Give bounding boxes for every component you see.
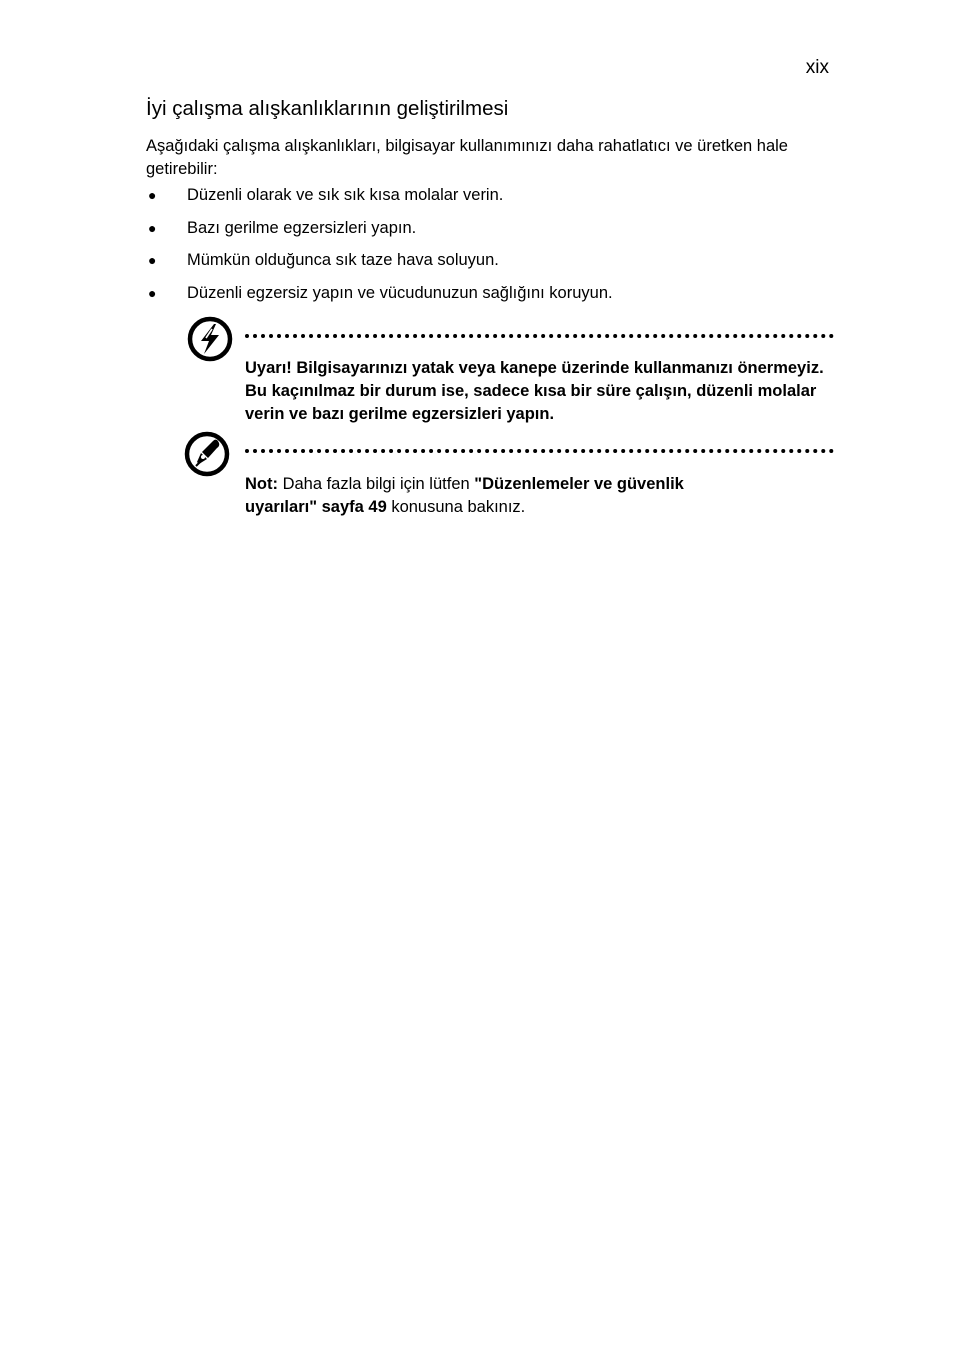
list-item-text: Düzenli olarak ve sık sık kısa molalar verin. [187, 186, 504, 204]
bullet-icon: ● [148, 219, 157, 236]
warning-text: Uyarı! Bilgisayarınızı yatak veya kanepe üzerinde kullanmanızı önermeyiz. Bu kaçınılmaz bir durum ise, sadece kısa bir süre çalışın, düzenli molalar verin ve bazı gerilme egzersizleri yapın. [245, 359, 824, 423]
list-item [146, 282, 836, 315]
dotted-divider [245, 334, 834, 342]
list-item-text: Düzenli egzersiz yapın ve vücudunuzun sağlığını koruyun. [187, 283, 613, 302]
list-item-text: Bazı gerilme egzersizleri yapın. [187, 218, 417, 237]
list-item [146, 184, 836, 217]
note-text-after: konusuna bakınız. [386, 498, 526, 516]
bullet-icon: ● [148, 187, 157, 203]
pen-note-icon [184, 431, 230, 477]
note-label: Not: [245, 475, 278, 493]
habits-list [146, 184, 836, 314]
bullet-icon: ● [148, 252, 157, 268]
note-text-before: Daha fazla bilgi için lütfen [277, 475, 475, 493]
bullet-icon: ● [148, 284, 157, 301]
lightning-warning-icon [187, 316, 233, 362]
warning-box [184, 316, 834, 432]
list-item [146, 249, 836, 282]
note-box [184, 431, 834, 526]
list-item [146, 217, 836, 250]
note-text [245, 473, 744, 519]
note-reference-link[interactable]: "Düzenlemeler ve güvenlik uyarıları" sayfa 49 [245, 475, 684, 516]
section-title: İyi çalışma alışkanlıklarının geliştirilmesi [146, 97, 509, 120]
list-item-text: Mümkün olduğunca sık taze hava soluyun. [187, 251, 499, 269]
dotted-divider [245, 449, 834, 457]
page-number: xix [805, 57, 829, 78]
intro-paragraph: Aşağıdaki çalışma alışkanlıkları, bilgisayar kullanımınızı daha rahatlatıcı ve üretken hale getirebilir: [146, 137, 788, 178]
